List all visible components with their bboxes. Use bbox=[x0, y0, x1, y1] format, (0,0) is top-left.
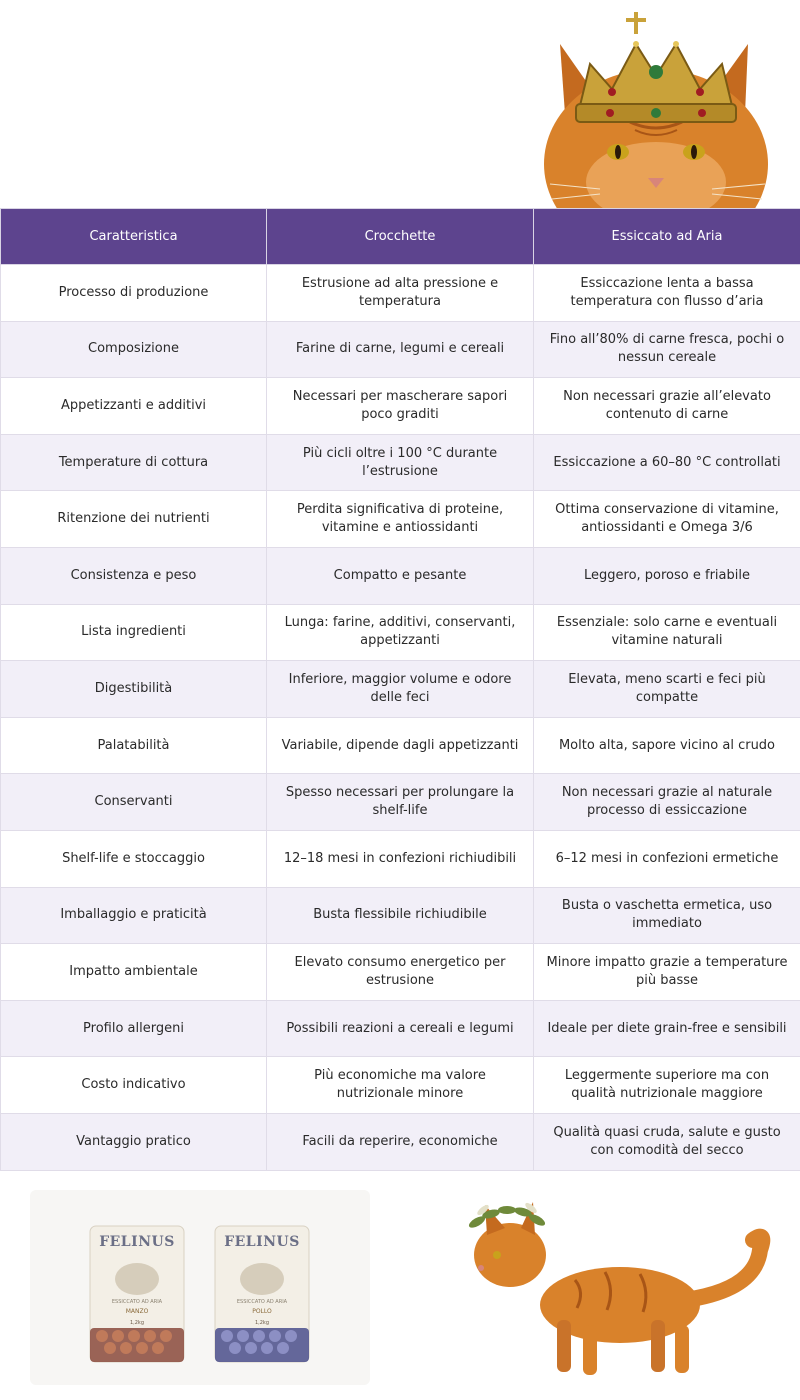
pouch-flavor: POLLO bbox=[252, 1308, 272, 1315]
air-dried-cell: 6–12 mesi in confezioni ermetiche bbox=[534, 830, 800, 887]
kibble-cell: Necessari per mascherare sapori poco graditi bbox=[267, 378, 534, 435]
row-label: Imballaggio e praticità bbox=[1, 887, 267, 944]
table-row bbox=[1, 604, 800, 661]
air-dried-cell: Fino all’80% di carne fresca, pochi o nessun cereale bbox=[534, 321, 800, 378]
laurel-cat-icon bbox=[455, 1180, 785, 1390]
product-pouch-chicken bbox=[213, 1224, 311, 1364]
row-label: Vantaggio pratico bbox=[1, 1113, 267, 1170]
pouch-flavor: MANZO bbox=[125, 1308, 149, 1315]
kibble-cell: Facili da reperire, economiche bbox=[267, 1113, 534, 1170]
row-label: Conservanti bbox=[1, 774, 267, 831]
kibble-cell: Più cicli oltre i 100 °C durante l’estrusione bbox=[267, 434, 534, 491]
table-row bbox=[1, 944, 800, 1001]
header-kibble: Crocchette bbox=[267, 209, 534, 265]
air-dried-cell: Ideale per diete grain-free e sensibili bbox=[534, 1000, 800, 1057]
table-row bbox=[1, 887, 800, 944]
kibble-cell: Lunga: farine, additivi, conservanti, appetizzanti bbox=[267, 604, 534, 661]
cat-emblem-icon bbox=[240, 1263, 284, 1295]
kibble-cell: Compatto e pesante bbox=[267, 547, 534, 604]
table-row bbox=[1, 774, 800, 831]
header-air-dried: Essiccato ad Aria bbox=[534, 209, 800, 265]
kibble-cell: Inferiore, maggior volume e odore delle feci bbox=[267, 661, 534, 718]
row-label: Ritenzione dei nutrienti bbox=[1, 491, 267, 548]
kibble-cell: 12–18 mesi in confezioni richiudibili bbox=[267, 830, 534, 887]
product-pouch-beef bbox=[88, 1224, 186, 1364]
table-row bbox=[1, 434, 800, 491]
laurel-cat-image bbox=[455, 1180, 785, 1394]
kibble-cell: Perdita significativa di proteine, vitamine e antiossidanti bbox=[267, 491, 534, 548]
table-row bbox=[1, 265, 800, 322]
table-row bbox=[1, 1113, 800, 1170]
table-row bbox=[1, 1057, 800, 1114]
air-dried-cell: Essiccazione lenta a bassa temperatura con flusso d’aria bbox=[534, 265, 800, 322]
kibble-cell: Elevato consumo energetico per estrusione bbox=[267, 944, 534, 1001]
row-label: Digestibilità bbox=[1, 661, 267, 718]
product-image bbox=[30, 1190, 370, 1385]
table-header-row bbox=[1, 209, 800, 265]
hero-image bbox=[0, 0, 800, 208]
air-dried-cell: Essiccazione a 60–80 °C controllati bbox=[534, 434, 800, 491]
row-label: Profilo allergeni bbox=[1, 1000, 267, 1057]
table-row bbox=[1, 1000, 800, 1057]
pouch-subtitle: ESSICCATO AD ARIA bbox=[236, 1299, 288, 1305]
air-dried-cell: Leggermente superiore ma con qualità nutrizionale maggiore bbox=[534, 1057, 800, 1114]
air-dried-cell: Leggero, poroso e friabile bbox=[534, 547, 800, 604]
air-dried-cell: Busta o vaschetta ermetica, uso immediato bbox=[534, 887, 800, 944]
header-characteristic: Caratteristica bbox=[1, 209, 267, 265]
pouch-brand: FELINUS bbox=[99, 1234, 175, 1250]
kibble-cell: Più economiche ma valore nutrizionale minore bbox=[267, 1057, 534, 1114]
air-dried-cell: Ottima conservazione di vitamine, antiossidanti e Omega 3/6 bbox=[534, 491, 800, 548]
air-dried-cell: Molto alta, sapore vicino al crudo bbox=[534, 717, 800, 774]
table-row bbox=[1, 491, 800, 548]
row-label: Shelf-life e stoccaggio bbox=[1, 830, 267, 887]
air-dried-cell: Non necessari grazie all’elevato contenuto di carne bbox=[534, 378, 800, 435]
pouch-weight: 1,2kg bbox=[254, 1320, 270, 1326]
table-row bbox=[1, 830, 800, 887]
air-dried-cell: Qualità quasi cruda, salute e gusto con comodità del secco bbox=[534, 1113, 800, 1170]
row-label: Composizione bbox=[1, 321, 267, 378]
pouch-subtitle: ESSICCATO AD ARIA bbox=[111, 1299, 163, 1305]
row-label: Appetizzanti e additivi bbox=[1, 378, 267, 435]
row-label: Temperature di cottura bbox=[1, 434, 267, 491]
pouch-weight: 1,2kg bbox=[129, 1320, 145, 1326]
air-dried-cell: Essenziale: solo carne e eventuali vitamine naturali bbox=[534, 604, 800, 661]
crowned-cat-icon bbox=[540, 4, 775, 208]
row-label: Consistenza e peso bbox=[1, 547, 267, 604]
kibble-cell: Estrusione ad alta pressione e temperatura bbox=[267, 265, 534, 322]
air-dried-cell: Minore impatto grazie a temperature più basse bbox=[534, 944, 800, 1001]
air-dried-cell: Elevata, meno scarti e feci più compatte bbox=[534, 661, 800, 718]
row-label: Costo indicativo bbox=[1, 1057, 267, 1114]
kibble-cell: Farine di carne, legumi e cereali bbox=[267, 321, 534, 378]
row-label: Palatabilità bbox=[1, 717, 267, 774]
kibble-cell: Spesso necessari per prolungare la shelf-life bbox=[267, 774, 534, 831]
table-row bbox=[1, 378, 800, 435]
table-row bbox=[1, 661, 800, 718]
kibble-cell: Busta flessibile richiudibile bbox=[267, 887, 534, 944]
table-row bbox=[1, 547, 800, 604]
row-label: Impatto ambientale bbox=[1, 944, 267, 1001]
row-label: Processo di produzione bbox=[1, 265, 267, 322]
kibble-cell: Possibili reazioni a cereali e legumi bbox=[267, 1000, 534, 1057]
table-row bbox=[1, 717, 800, 774]
cat-emblem-icon bbox=[115, 1263, 159, 1295]
pouch-brand: FELINUS bbox=[224, 1234, 300, 1250]
kibble-cell: Variabile, dipende dagli appetizzanti bbox=[267, 717, 534, 774]
air-dried-cell: Non necessari grazie al naturale processo di essiccazione bbox=[534, 774, 800, 831]
comparison-table bbox=[0, 208, 800, 1171]
table-row bbox=[1, 321, 800, 378]
bottom-section bbox=[0, 1180, 800, 1400]
crown-icon bbox=[576, 12, 736, 122]
row-label: Lista ingredienti bbox=[1, 604, 267, 661]
